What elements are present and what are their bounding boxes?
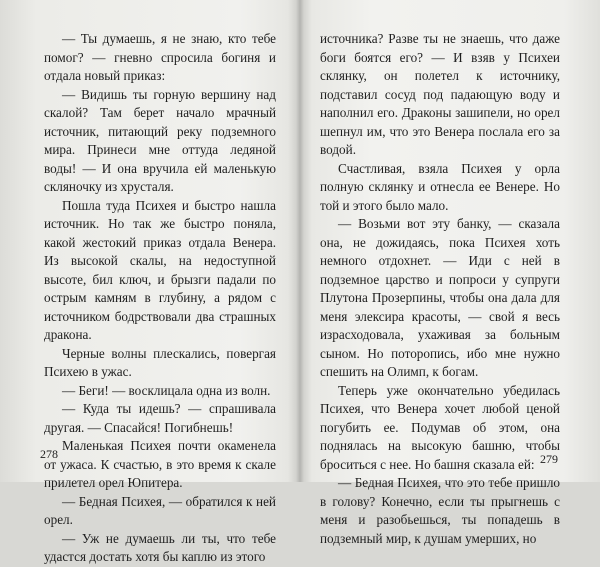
paragraph: — Ты думаешь, я не знаю, кто тебе помог? — гневно спросила богиня и отдала новый приказ: bbox=[44, 31, 276, 83]
left-page-text bbox=[44, 30, 276, 567]
paragraph: — Уж не думаешь ли ты, что тебе удастся достать хотя бы каплю из этого bbox=[44, 530, 276, 564]
paragraph: — Видишь ты горную вершину над скалой? Там берет начало мрачный источник, питающий реку подземного мира. Принеси мне оттуда ледяной воды! — И она вручила ей маленькую скляночку из хрусталя. bbox=[44, 86, 276, 194]
paragraph: — Беги! — восклицала одна из волн. bbox=[62, 382, 271, 398]
paragraph: Черные волны плескались, повергая Психею в ужас. bbox=[44, 345, 276, 379]
paragraph: источника? Разве ты не знаешь, что даже боги боятся его? — И взяв у Психеи склянку, он полетел к источнику, подставил сосуд под падающую воду и наполнил его. Драконы зашипели, но орел шепнул им, что это Венера послала его за водой. bbox=[320, 31, 560, 157]
book-gutter bbox=[296, 0, 304, 482]
paragraph: — Возьми вот эту банку, — сказала она, не дожидаясь, пока Психея хоть немного отдохнет. — Иди с ней в подземное царство и попроси у супруги Плутона Прозерпины, чтобы она дала для меня элексира красоты, — свой я весь израсходовала, ухаживая за больным сыном. Но поторопись, ибо мне нужно спешить на Олимп, к богам. bbox=[320, 216, 560, 379]
right-page-text bbox=[320, 30, 560, 548]
right-page-number: 279 bbox=[540, 452, 558, 466]
paragraph: Теперь уже окончательно убедилась Психея, что Венера хочет любой ценой погубить ее. Подумав об этом, она поднялась на высокую башню, чтобы броситься с нее. Но башня сказала ей: bbox=[320, 382, 560, 472]
left-page-number: 278 bbox=[40, 447, 58, 461]
paragraph: Счастливая, взяла Психея у орла полную склянку и отнесла ее Венере. Но той и этого было мало. bbox=[320, 160, 560, 213]
paragraph: — Бедная Психея, что это тебе пришло в голову? Конечно, если ты прыгнешь с меня и разобьешься, ты попадешь в подземный мир, к душам умерших, но bbox=[320, 475, 560, 546]
paragraph: — Куда ты идешь? — спрашивала другая. — Спасайся! Погибнешь! bbox=[44, 401, 276, 435]
paragraph: — Бедная Психея, — обратился к ней орел. bbox=[44, 493, 276, 527]
paragraph: Маленькая Психея почти окаменела от ужаса. К счастью, в это время к скале прилетел орел Юпитера. bbox=[44, 438, 276, 490]
paragraph: Пошла туда Психея и быстро нашла источник. Но так же быстро поняла, какой жестокий приказ отдала Венера. Из высокой скалы, на недоступной высоте, бил ключ, и брызги падали по острым камням в глубину, а рядом с источником бодрствовали два страшных дракона. bbox=[44, 197, 276, 342]
